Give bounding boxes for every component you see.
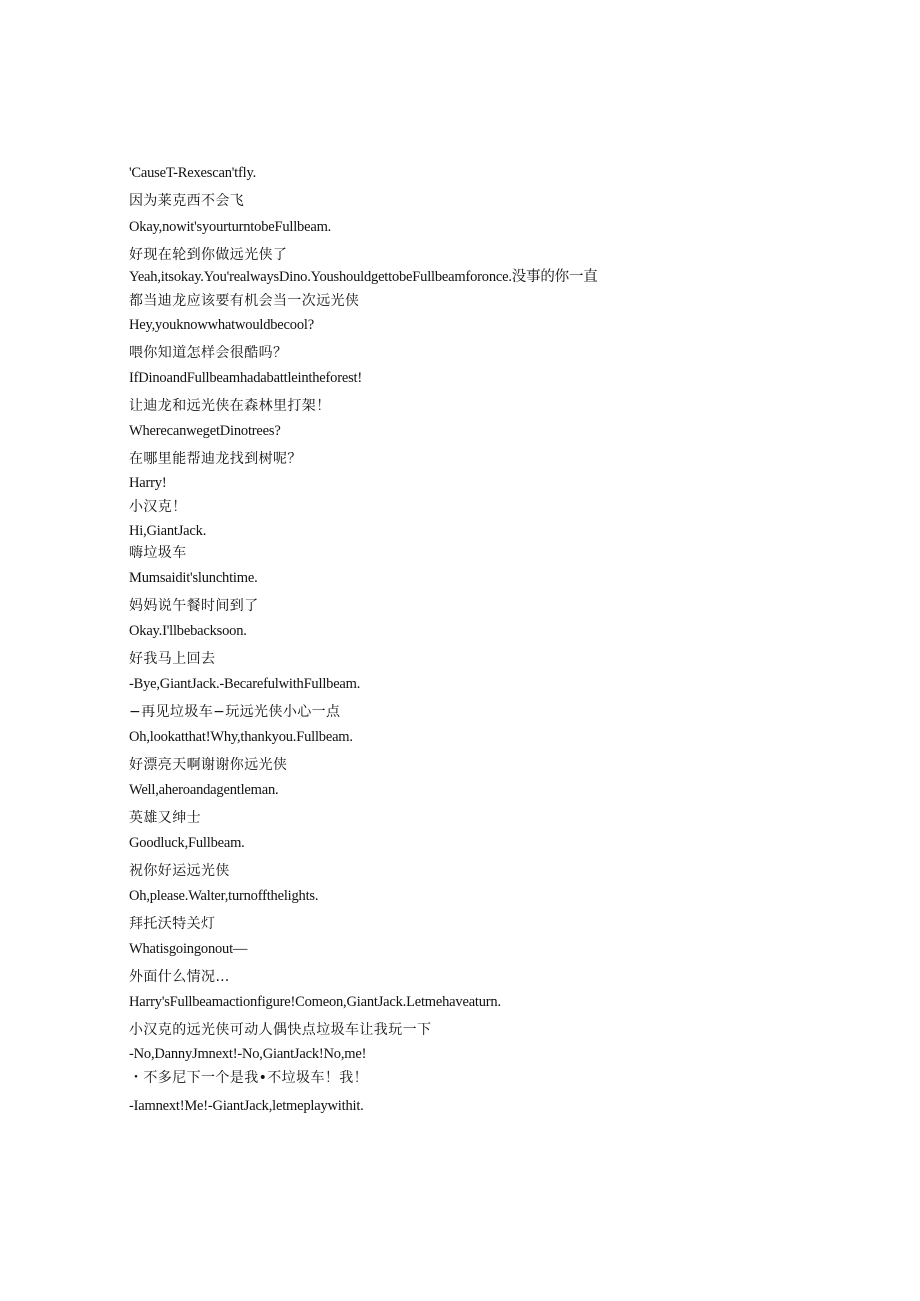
subtitle-line-en: Oh,lookatthat!Why,thankyou.Fullbeam. bbox=[129, 729, 353, 745]
subtitle-line-en: Yeah,itsokay.You'realwaysDino.YoushouldgettobeFullbeamforonce.没事的你一直 bbox=[129, 269, 598, 285]
subtitle-line-zh: 在哪里能帮迪龙找到树呢？ bbox=[129, 451, 302, 467]
subtitle-line-en: Hey,youknowwhatwouldbecool? bbox=[129, 317, 314, 333]
subtitle-line-zh: 好我马上回去 bbox=[129, 651, 216, 667]
subtitle-line-zh: −再见垃圾车−玩远光侠小心一点 bbox=[129, 704, 341, 720]
subtitle-line-en: -Bye,GiantJack.-BecarefulwithFullbeam. bbox=[129, 676, 361, 692]
subtitle-line-en: -No,DannyJmnext!-No,GiantJack!No,me! bbox=[129, 1046, 367, 1062]
subtitle-line-zh: 都当迪龙应该要有机会当一次远光侠 bbox=[129, 293, 360, 309]
subtitle-line-zh: 小汉克的远光侠可动人偶快点垃圾车让我玩一下 bbox=[129, 1022, 432, 1038]
subtitle-line-zh: 祝你好运远光侠 bbox=[129, 863, 230, 879]
subtitle-transcript bbox=[129, 164, 769, 1115]
subtitle-line-en: Whatisgoingonout— bbox=[129, 941, 248, 957]
subtitle-line-zh: 拜托沃特关灯 bbox=[129, 916, 216, 932]
subtitle-line-en: Harry'sFullbeamactionfigure!Comeon,GiantJack.Letmehaveaturn. bbox=[129, 994, 501, 1010]
subtitle-line-en: Okay.I'llbebacksoon. bbox=[129, 623, 247, 639]
subtitle-line-zh: 好漂亮天啊谢谢你远光侠 bbox=[129, 757, 288, 773]
subtitle-line-zh: ・不多尼下一个是我•不垃圾车！我！ bbox=[129, 1070, 369, 1086]
subtitle-line-zh: 小汉克！ bbox=[129, 499, 187, 515]
subtitle-line-en: Well,aheroandagentleman. bbox=[129, 782, 279, 798]
subtitle-line-en: WherecanwegetDinotrees? bbox=[129, 423, 281, 439]
subtitle-line-en: Harry! bbox=[129, 475, 167, 491]
subtitle-line-zh: 因为莱克西不会飞 bbox=[129, 193, 245, 209]
subtitle-line-zh: 让迪龙和远光侠在森林里打架！ bbox=[129, 398, 331, 414]
subtitle-line-zh: 妈妈说午餐时间到了 bbox=[129, 598, 259, 614]
subtitle-line-en: -Iamnext!Me!-GiantJack,letmeplaywithit. bbox=[129, 1098, 364, 1114]
subtitle-line-zh: 喂你知道怎样会很酷吗？ bbox=[129, 345, 288, 361]
subtitle-line-en: Hi,GiantJack. bbox=[129, 523, 207, 539]
subtitle-line-en: Okay,nowit'syourturntobeFullbeam. bbox=[129, 219, 332, 235]
subtitle-line-zh: 外面什么情况… bbox=[129, 969, 230, 985]
subtitle-line-en: 'CauseT-Rexescan'tfly. bbox=[129, 165, 256, 181]
subtitle-line-zh: 好现在轮到你做远光侠了 bbox=[129, 247, 288, 263]
subtitle-line-zh: 嗨垃圾车 bbox=[129, 545, 187, 561]
subtitle-line-en: Goodluck,Fullbeam. bbox=[129, 835, 245, 851]
subtitle-line-en: IfDinoandFullbeamhadabattleintheforest! bbox=[129, 370, 362, 386]
subtitle-line-zh: 英雄又绅士 bbox=[129, 810, 201, 826]
subtitle-line-en: Oh,please.Walter,turnoffthelights. bbox=[129, 888, 319, 904]
subtitle-line-en: Mumsaidit'slunchtime. bbox=[129, 570, 258, 586]
